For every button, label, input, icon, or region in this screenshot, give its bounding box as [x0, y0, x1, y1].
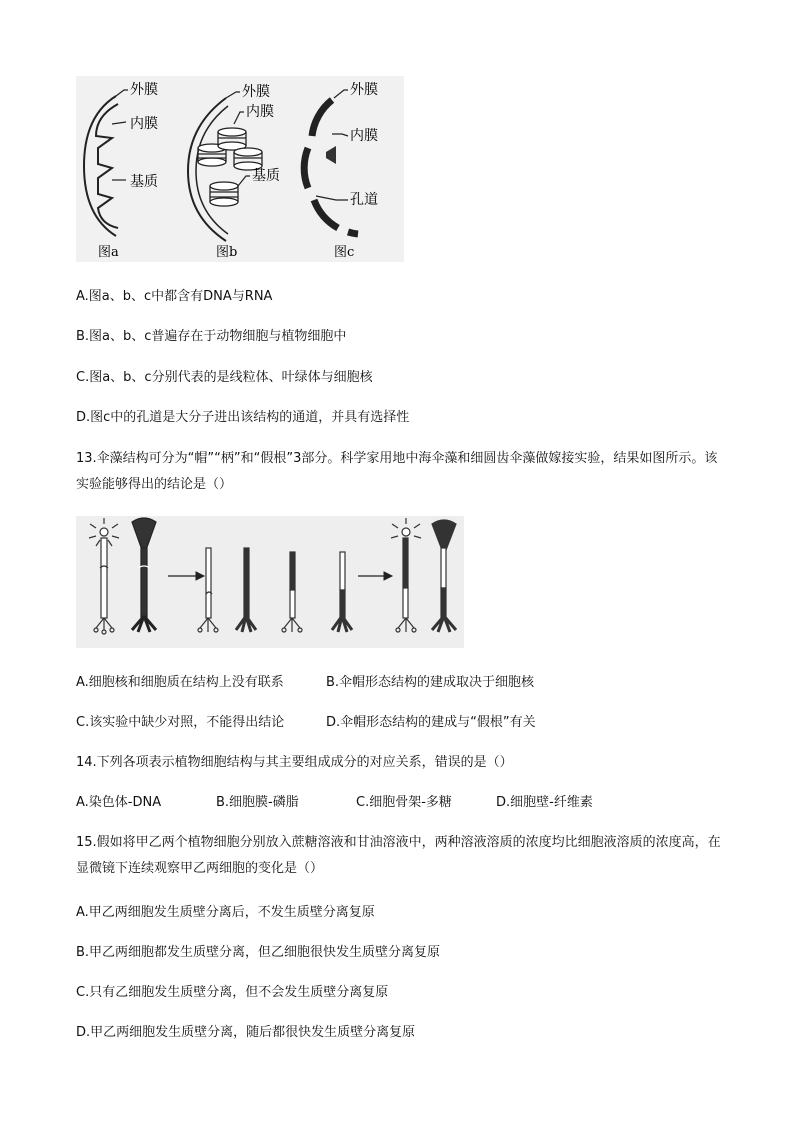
panel-a-label-matrix: 基质	[130, 174, 158, 190]
q15-stem: 15.假如将甲乙两个植物细胞分别放入蔗糖溶液和甘油溶液中，两种溶液溶质的浓度均比细胞液溶质的浓度高，在显微镜下连续观察甲乙两细胞的变化是（）	[76, 835, 721, 876]
q15-option-d: D.甲乙两细胞发生质壁分离，随后都很快发生质壁分离复原	[76, 1025, 416, 1040]
q13-stem: 13.伞藻结构可分为“帽”“柄”和“假根”3部分。科学家用地中海伞藻和细圆齿伞藻做嫁接实验，结果如图所示。该实验能够得出的结论是（）	[76, 451, 718, 492]
panel-b-label-outer: 外膜	[242, 84, 270, 100]
panel-c-label-pore: 孔道	[350, 192, 378, 208]
organelle-diagram	[76, 76, 404, 262]
q15-option-a: A.甲乙两细胞发生质壁分离后，不发生质壁分离复原	[76, 905, 375, 920]
acetabularia-grafting-diagram	[76, 516, 464, 648]
q13-option-b: B.伞帽形态结构的建成取决于细胞核	[326, 675, 535, 690]
panel-a-caption: 图a	[98, 245, 119, 260]
panel-a-label-inner: 内膜	[130, 116, 158, 132]
q14-option-d: D.细胞壁-纤维素	[496, 795, 593, 810]
q15-option-c: C.只有乙细胞发生质壁分离，但不会发生质壁分离复原	[76, 985, 389, 1000]
q13-option-c: C.该实验中缺少对照，不能得出结论	[76, 715, 285, 730]
panel-b-caption: 图b	[216, 245, 238, 260]
q14-option-c: C.细胞骨架-多糖	[356, 795, 452, 810]
panel-c-caption: 图c	[334, 245, 355, 260]
q12-option-d: D.图c中的孔道是大分子进出该结构的通道，并具有选择性	[76, 410, 410, 425]
q12-option-a: A.图a、b、c中都含有DNA与RNA	[76, 289, 273, 304]
panel-c-label-outer: 外膜	[350, 82, 378, 98]
q14-option-b: B.细胞膜-磷脂	[216, 795, 299, 810]
q14-stem: 14.下列各项表示植物细胞结构与其主要组成成分的对应关系，错误的是（）	[76, 755, 513, 770]
panel-b-label-inner: 内膜	[246, 104, 274, 120]
panel-b-label-matrix: 基质	[252, 168, 280, 184]
panel-a-label-outer: 外膜	[130, 82, 158, 98]
panel-c-label-inner: 内膜	[350, 128, 378, 144]
q12-option-c: C.图a、b、c分别代表的是线粒体、叶绿体与细胞核	[76, 370, 373, 385]
q12-option-b: B.图a、b、c普遍存在于动物细胞与植物细胞中	[76, 329, 347, 344]
q13-option-d: D.伞帽形态结构的建成与“假根”有关	[326, 715, 536, 730]
q14-option-a: A.染色体-DNA	[76, 795, 162, 810]
q13-option-a: A.细胞核和细胞质在结构上没有联系	[76, 675, 284, 690]
q15-option-b: B.甲乙两细胞都发生质壁分离，但乙细胞很快发生质壁分离复原	[76, 945, 441, 960]
